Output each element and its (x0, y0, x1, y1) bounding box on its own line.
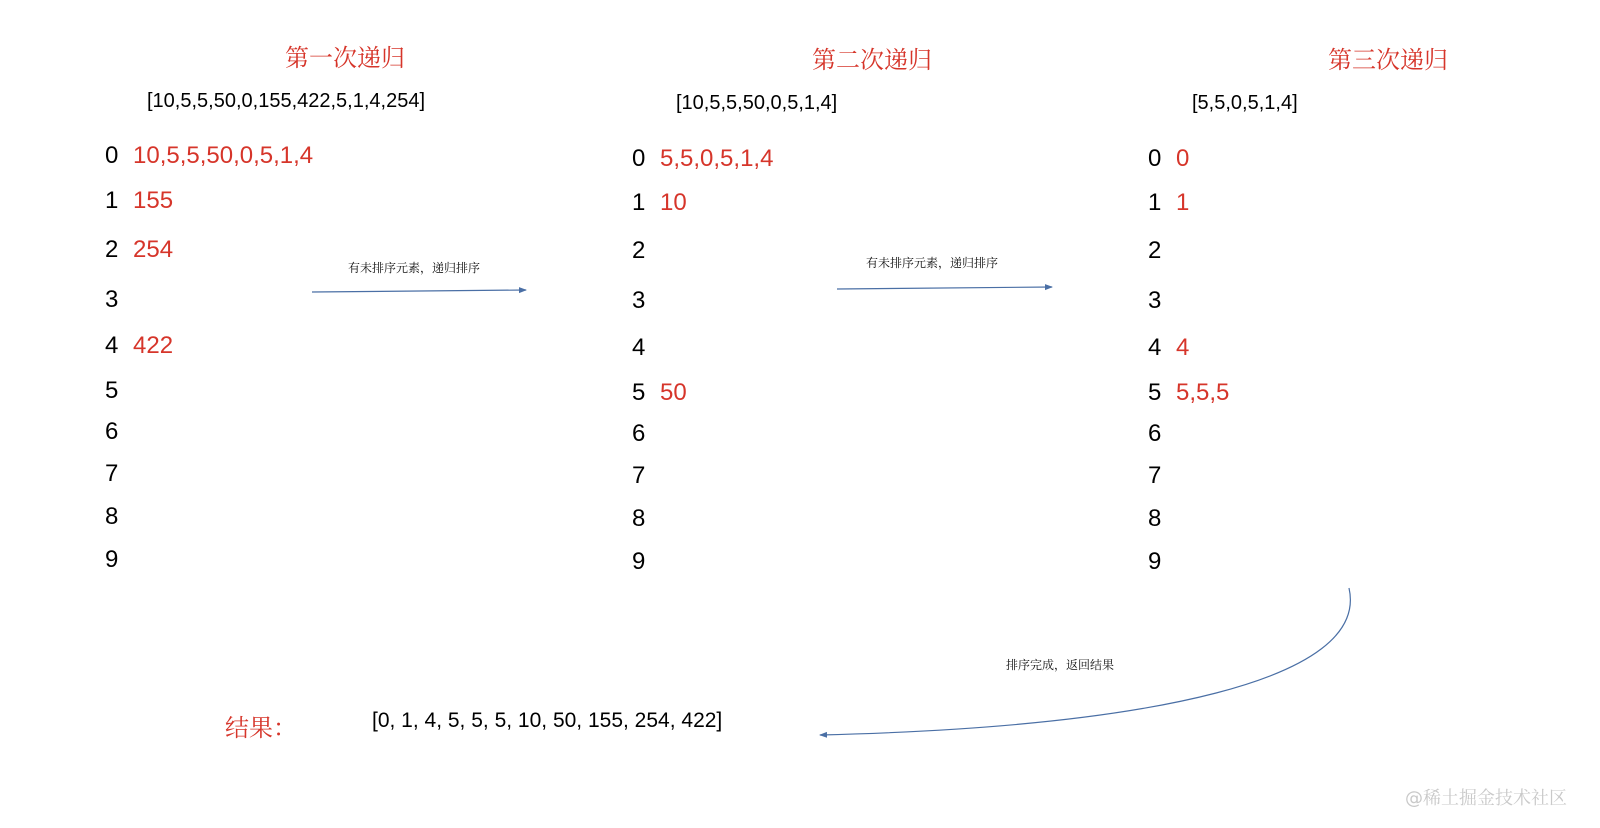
bucket-index: 2 (1148, 237, 1162, 264)
recurse-arrow-1-label: 有未排序元素，递归排序 (348, 261, 481, 275)
bucket-index: 8 (1148, 505, 1162, 532)
recurse-arrow-2 (837, 287, 1052, 289)
bucket-value: 5,5,0,5,1,4 (660, 145, 774, 172)
bucket-index: 9 (105, 546, 119, 573)
bucket-value: 0 (1176, 145, 1190, 172)
bucket-index: 9 (1148, 548, 1162, 575)
result-value: [0, 1, 4, 5, 5, 5, 10, 50, 155, 254, 422] (372, 709, 723, 732)
recursion-2-title: 第二次递归 (812, 46, 932, 74)
bucket-index: 4 (1148, 334, 1162, 361)
bucket-value: 1 (1176, 189, 1190, 216)
bucket-index: 4 (632, 334, 646, 361)
bucket-index: 8 (632, 505, 646, 532)
bucket-value: 155 (133, 187, 174, 214)
bucket-value: 4 (1176, 334, 1190, 361)
bucket-index: 4 (105, 332, 119, 359)
bucket-index: 7 (1148, 462, 1162, 489)
bucket-index: 3 (105, 286, 119, 313)
bucket-index: 6 (632, 420, 646, 447)
bucket-index: 7 (632, 462, 646, 489)
bucket-index: 5 (105, 377, 119, 404)
bucket-index: 0 (632, 145, 646, 172)
recursion-1-input-array: [10,5,5,50,0,155,422,5,1,4,254] (147, 90, 426, 112)
recursion-3-title: 第三次递归 (1328, 46, 1448, 74)
bucket-index: 1 (632, 189, 646, 216)
bucket-index: 3 (632, 287, 646, 314)
bucket-index: 9 (632, 548, 646, 575)
bucket-index: 6 (105, 418, 119, 445)
bucket-index: 5 (632, 379, 646, 406)
bucket-value: 422 (133, 332, 174, 359)
bucket-index: 0 (1148, 145, 1162, 172)
bucket-index: 1 (1148, 189, 1162, 216)
bucket-index: 7 (105, 460, 119, 487)
bucket-index: 6 (1148, 420, 1162, 447)
bucket-value: 254 (133, 236, 174, 263)
bucket-index: 3 (1148, 287, 1162, 314)
bucket-value: 5,5,5 (1176, 379, 1230, 406)
result-label: 结果： (225, 714, 297, 742)
bucket-index: 2 (632, 237, 646, 264)
recursion-2-input-array: [10,5,5,50,0,5,1,4] (676, 92, 838, 114)
recurse-arrow-2-label: 有未排序元素，递归排序 (866, 256, 999, 270)
recurse-arrow-1 (312, 290, 526, 292)
bucket-index: 5 (1148, 379, 1162, 406)
bucket-value: 10,5,5,50,0,5,1,4 (133, 142, 314, 169)
recursion-1-title: 第一次递归 (285, 44, 405, 72)
return-arrow-label: 排序完成，返回结果 (1006, 658, 1115, 672)
bucket-index: 8 (105, 503, 119, 530)
recursion-3-input-array: [5,5,0,5,1,4] (1192, 92, 1298, 114)
watermark: @稀土掘金技术社区 (1405, 788, 1567, 809)
bucket-index: 2 (105, 236, 119, 263)
bucket-index: 0 (105, 142, 119, 169)
bucket-value: 50 (660, 379, 687, 406)
bucket-index: 1 (105, 187, 119, 214)
bucket-value: 10 (660, 189, 687, 216)
